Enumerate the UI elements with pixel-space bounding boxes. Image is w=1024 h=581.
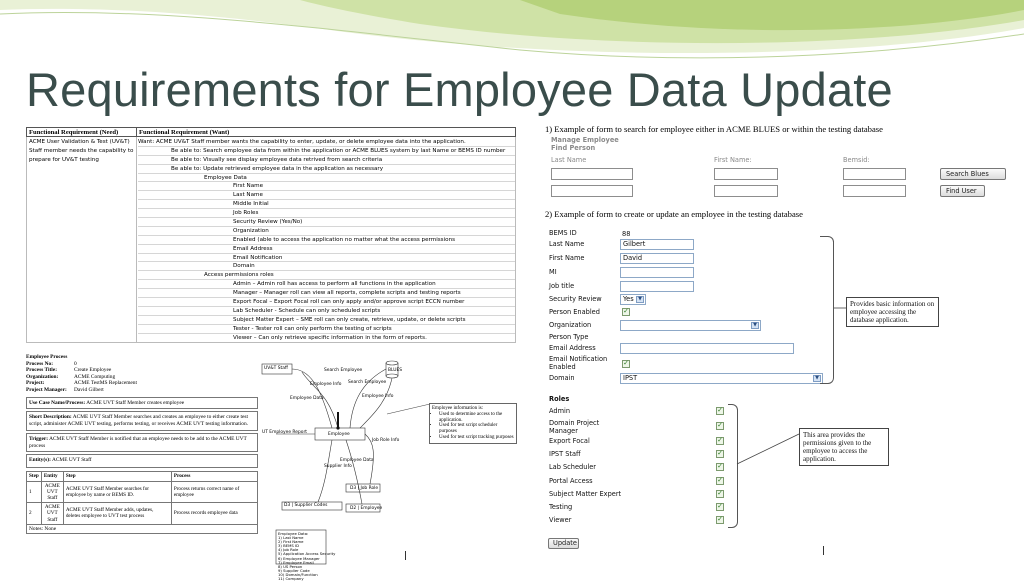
slide-title: Requirements for Employee Data Update [26,63,893,116]
person-enabled-checkbox[interactable]: ✓ [623,308,629,315]
edit-form-title: 2) Example of form to create or update an employee in the testing database [545,209,803,219]
short-desc-label: Short Description: [29,414,72,421]
want-row: Be able to: Update retrieved employee data in the application as necessary [138,165,515,174]
step-process: Process returns correct name of employee [171,481,257,503]
domain-select[interactable] [620,373,823,384]
text-cursor-mark [823,546,824,555]
permissions-bracket [728,404,738,528]
want-row: Security Review (Yes/No) [138,218,515,227]
table-row [27,481,258,503]
find-user-button[interactable]: Find User [940,185,985,197]
meta-key: Organization: [26,373,59,380]
flow-employee: Employee [328,432,350,437]
flow-supplier-codes: D3 | Supplier Codes [284,503,328,508]
use-case-label: Use Case Name/Process: [29,399,86,406]
header-want: Functional Requirement (Want) [139,129,230,136]
step-entity: ACME UVT Staff [41,481,63,503]
requirements-table [26,127,516,343]
search-blues-button[interactable]: Search Blues [940,168,1006,180]
field-label-bems-id: BEMS ID [549,229,577,237]
steps-header: Process [171,472,257,481]
role-subject-matter-expert-checkbox[interactable]: ✓ [717,490,723,497]
domain-value: IPST [623,374,638,382]
use-case-box [26,397,258,410]
first-name-search-input[interactable] [714,168,778,180]
need-line: prepare for UV&T testing [29,156,99,163]
want-row: Manager – Manager roll can view all reports, complete scripts and testing reports [138,289,515,298]
field-label-mi: MI [549,268,557,276]
text-cursor-mark [405,551,406,560]
want-row: Be able to: Visually see display employee data retrived from search criteria [138,156,515,165]
role-lab-scheduler-checkbox[interactable]: ✓ [717,463,723,470]
want-row: Subject Matter Expert – SME roll can only create, retrieve, update, or delete scripts [138,316,515,325]
meta-key: Process No: [26,360,53,367]
permissions-connector [737,432,801,466]
role-domain-project-manager-checkbox[interactable]: ✓ [717,422,723,429]
email-address-input[interactable] [620,343,794,354]
field-label-security-review: Security Review [549,295,602,303]
role-portal-access-checkbox[interactable]: ✓ [717,477,723,484]
step-text: ACME UVT Staff Member searches for employee by name or BEMS ID. [63,481,171,503]
want-row: First Name [138,182,515,191]
flow-blues: BLUES [388,368,403,373]
data-flow-diagram [262,352,444,581]
steps-header: Entity [41,472,63,481]
first-name-input[interactable]: David [620,253,694,264]
meta-key: Project Manager: [26,386,67,393]
flow-search-employee: Search Employee [324,368,363,373]
role-ipst-staff-checkbox[interactable]: ✓ [717,450,723,457]
permissions-note: This area provides the permissions given to the employee to access the application. [799,428,889,466]
role-label-admin: Admin [549,407,571,415]
flow-d2-employee: D2 | Employee [350,506,383,511]
field-label-last-name: Last Name [549,240,585,248]
want-row: Access permissions roles [138,271,515,280]
role-label-domain-project-manager: Domain Project Manager [549,419,600,435]
flow-report: UT Employee Report [262,430,307,435]
want-row: Email Address [138,245,515,254]
meta-value: Create Employee [74,367,112,374]
search-form-title: 1) Example of form to search for employee either in ACME BLUES or within the testing database [545,124,883,134]
want-row: Want: ACME UV&T Staff member wants the capability to enter, update, or delete employee data into the application. [138,138,515,147]
flow-employee-info: Employee Info [310,382,342,387]
need-line: ACME User Validation & Test (UV&T) [29,139,130,145]
find-person-heading: Find Person [551,144,596,152]
short-desc-text: ACME UVT Staff Member searches and creates an employee to either create test script, administer ACME UVT testing, performs testing, or receives ACME UVT testing information. [29,414,248,427]
flow-job-role: D3 | Job Role [350,486,379,491]
employee-info-item: • Used for test script scheduler purposes [439,423,514,435]
security-review-value: Yes [623,295,634,303]
role-label-viewer: Viewer [549,516,572,524]
field-label-email-notification: Email Notification Enabled [549,355,608,371]
field-label-first-name: First Name [549,254,585,262]
trigger-text: ACME UVT Staff Member is notified that an employee needs to be add to the ACME UVT process [29,436,247,449]
step-number: 1 [27,481,42,503]
employee-info-item: • Used to determine access to the application. [439,412,514,424]
field-label-email-address: Email Address [549,344,596,352]
trigger-box [26,433,258,452]
role-testing-checkbox[interactable]: ✓ [717,503,723,510]
role-viewer-checkbox[interactable]: ✓ [717,516,723,523]
entity-label: Entity(s): [29,457,51,464]
chevron-down-icon: ▼ [751,322,759,329]
bems-id-value: 88 [622,230,631,238]
last-name-search-input[interactable] [551,168,633,180]
want-row: Lab Scheduler - Schedule can only scheduled scripts [138,307,515,316]
role-label-portal-access: Portal Access [549,477,593,485]
meta-key: Project: [26,380,45,387]
trigger-label: Trigger: [29,436,49,443]
meta-value: ACME TestMS Replacement [74,380,138,387]
want-row: Last Name [138,191,515,200]
mi-input[interactable] [620,267,694,278]
security-review-select[interactable] [620,294,646,305]
manage-employee-heading: Manage Employee [551,136,619,144]
role-label-testing: Testing [549,503,573,511]
last-name-search-input-2[interactable] [551,185,633,197]
want-row: Enabled (able to access the application no matter what the access permissions [138,236,515,245]
want-row: Be able to: Search employee data from within the application or ACME BLUES system by last Name or BEMS ID number [138,147,515,156]
steps-table [26,471,258,524]
want-row: Employee Data [138,174,515,183]
update-button[interactable]: Update [548,538,579,549]
want-row: Tester - Tester roll can only perform the testing of scripts [138,325,515,334]
chevron-down-icon: ▼ [813,375,821,382]
want-row: Organization [138,227,515,236]
basic-info-note: Provides basic information on employee accessing the database application. [846,297,939,327]
role-export-focal-checkbox[interactable]: ✓ [717,437,723,444]
flow-employee-data-2: Employee Data [340,458,374,463]
entity-text: ACME UVT Staff [51,457,92,464]
step-entity: ACME UVT Staff [41,503,63,525]
meta-value: ACME Computing [74,373,116,380]
steps-header: Step [63,472,171,481]
header-need: Functional Requirement (Need) [27,128,137,136]
process-heading: Employee Process [26,354,68,360]
first-name-label: First Name: [714,156,752,164]
role-label-export-focal: Export Focal [549,437,590,445]
last-name-label: Last Name [551,156,587,164]
field-label-person-type: Person Type [549,333,589,341]
role-label-ipst-staff: IPST Staff [549,450,581,458]
flow-supplier-info: Supplier Info [324,464,352,469]
field-label-organization: Organization [549,321,592,329]
want-row: Admin – Admin roll has access to perform all functions in the application [138,280,515,289]
want-row: Export Focal – Export Focal roll can only apply and/or approve script ECCN number [138,298,515,307]
want-row: Viewer – Can only retrieve specific information in the form of reports. [233,334,427,341]
process-notes: Notes: None [26,525,258,535]
bemsid-search-input-2[interactable] [843,185,906,197]
role-admin-checkbox[interactable]: ✓ [717,407,723,414]
employee-info-item: • Used for test script tracking purposes [439,435,514,441]
meta-value: 0 [74,360,77,367]
email-notification-checkbox[interactable]: ✓ [623,360,629,367]
bemsid-search-input[interactable] [843,168,906,180]
flow-employee-data: Employee Data [290,396,324,401]
flow-search-employee-2: Search Employee [348,380,387,385]
field-label-domain: Domain [549,374,575,382]
basic-info-bracket [820,236,834,384]
field-label-person-enabled: Person Enabled [549,308,600,316]
role-label-subject-matter-expert: Subject Matter Expert [549,490,622,498]
last-name-input[interactable]: Gilbert [620,239,694,250]
employee-process [26,354,258,534]
field-label-job-title: Job title [549,282,575,290]
organization-select[interactable] [620,320,761,331]
want-row: Middle Initial [138,200,515,209]
job-title-input[interactable] [620,281,694,292]
want-row: Domain [138,262,515,271]
step-number: 2 [27,503,42,525]
step-text: ACME UVT Staff Member adds, updates, deletes employee to UVT test process [63,503,171,525]
short-desc-box [26,411,258,431]
roles-heading: Roles [549,395,570,403]
meta-value: David Gilbert [74,386,104,393]
want-row: Email Notification [138,254,515,263]
want-row: Job Roles [138,209,515,218]
flow-uvt-staff: UV&T Staff [264,366,288,371]
first-name-search-input-2[interactable] [714,185,778,197]
employee-info-heading: Employee information is: [432,406,484,411]
flow-employee-info-2: Employee Info [362,394,394,399]
table-row [27,503,258,525]
entity-box [26,454,258,468]
step-process: Process records employee data [171,503,257,525]
need-line: Staff member needs the capability to [29,147,134,154]
use-case-text: ACME UVT Staff Member creates employee [86,399,185,406]
flow-job-role-info: Job Role Info [372,438,400,443]
bemsid-label: Bemsid: [843,156,870,164]
role-label-lab-scheduler: Lab Scheduler [549,463,597,471]
header-swoosh [0,0,1024,70]
employee-info-note [429,403,517,444]
steps-header: Step [27,472,42,481]
flow-employee-data-list: Employee Data: 1) Last Name 2) First Name 3) BEMS ID 4) Job Role 5) Application Access Security 6) Employee Manager 7) Employee Email 8) US Person 9) Supplier Code 10) Domain/Function 11) Company [278,531,336,581]
chevron-down-icon: ▼ [636,296,644,303]
meta-key: Process Title: [26,367,57,374]
